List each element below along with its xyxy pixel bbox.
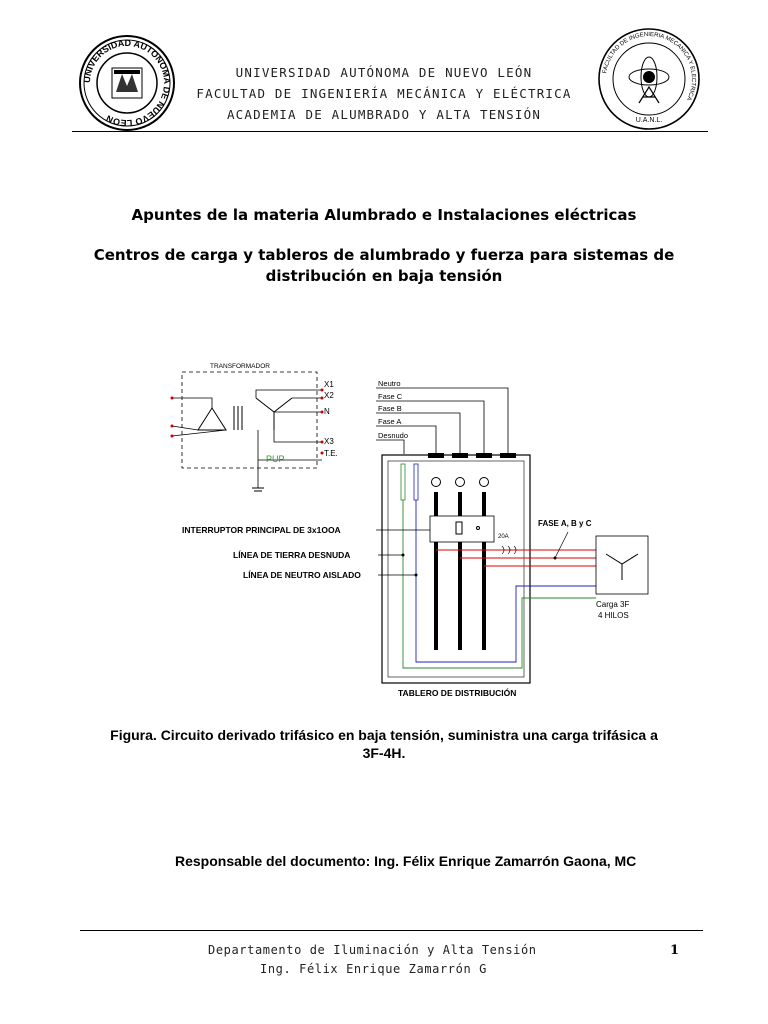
responsible: Responsable del documento: Ing. Félix Enrique Zamarrón Gaona, MC xyxy=(175,853,637,869)
label-neutro: Neutro xyxy=(378,379,401,388)
label-fase-a: Fase A xyxy=(378,417,402,426)
header-academy: ACADEMIA DE ALUMBRADO Y ALTA TENSIÓN xyxy=(226,107,542,122)
footer-author: Ing. Félix Enrique Zamarrón G xyxy=(260,962,487,976)
header-rule xyxy=(72,131,708,132)
delta-winding xyxy=(198,408,226,430)
label-desnudo: Desnudo xyxy=(378,431,409,440)
terminal-x2: X2 xyxy=(324,391,334,400)
load-label-1: Carga 3F xyxy=(596,600,630,609)
pup-label: PUP xyxy=(266,454,285,464)
right-seal-bottom: U.A.N.L. xyxy=(635,117,663,124)
label-tablero: TABLERO DE DISTRIBUCIÓN xyxy=(398,688,517,698)
transformer-box xyxy=(182,372,317,468)
transformer-label: TRANSFORMADOR xyxy=(210,363,270,370)
label-linea-neutro: LÍNEA DE NEUTRO AISLADO xyxy=(243,570,361,580)
right-seal-text: FACULTAD DE INGENIERIA MECANICA Y ELECTRICA xyxy=(602,31,697,102)
label-fases: FASE A, B y C xyxy=(538,519,592,528)
footer-rule xyxy=(80,930,703,931)
document-title: Apuntes de la materia Alumbrado e Instalaciones eléctricas xyxy=(131,206,637,224)
wye-winding xyxy=(256,398,292,430)
terminal-te: T.E. xyxy=(324,449,338,458)
terminal-n: N xyxy=(324,407,330,416)
label-interruptor: INTERRUPTOR PRINCIPAL DE 3x1OOA xyxy=(182,525,341,535)
terminal-x3: X3 xyxy=(324,437,334,446)
label-linea-tierra: LÍNEA DE TIERRA DESNUDA xyxy=(233,550,351,560)
label-fase-b: Fase B xyxy=(378,404,402,413)
load-label-2: 4 HILOS xyxy=(598,611,629,620)
circuit-diagram xyxy=(160,350,660,705)
breaker-rating: 20A xyxy=(498,534,509,540)
footer-department: Departamento de Iluminación y Alta Tensión xyxy=(208,943,537,957)
header-faculty: FACULTAD DE INGENIERÍA MECÁNICA Y ELÉCTRICA xyxy=(196,86,572,101)
page-number: 1 xyxy=(670,943,680,958)
label-fase-c: Fase C xyxy=(378,392,403,401)
document-subtitle: Centros de carga y tableros de alumbrado y fuerza para sistemas de distribución en baja tensión xyxy=(93,246,675,285)
terminal-x1: X1 xyxy=(324,380,334,389)
figure-caption: Figura. Circuito derivado trifásico en baja tensión, suministra una carga trifásica a 3F-4H. xyxy=(110,727,658,761)
header-university: UNIVERSIDAD AUTÓNOMA DE NUEVO LEÓN xyxy=(235,65,533,80)
panel-inner xyxy=(388,461,524,677)
left-seal-text: UNIVERSIDAD AUTONOMA DE NUEVO LEON xyxy=(81,37,173,129)
